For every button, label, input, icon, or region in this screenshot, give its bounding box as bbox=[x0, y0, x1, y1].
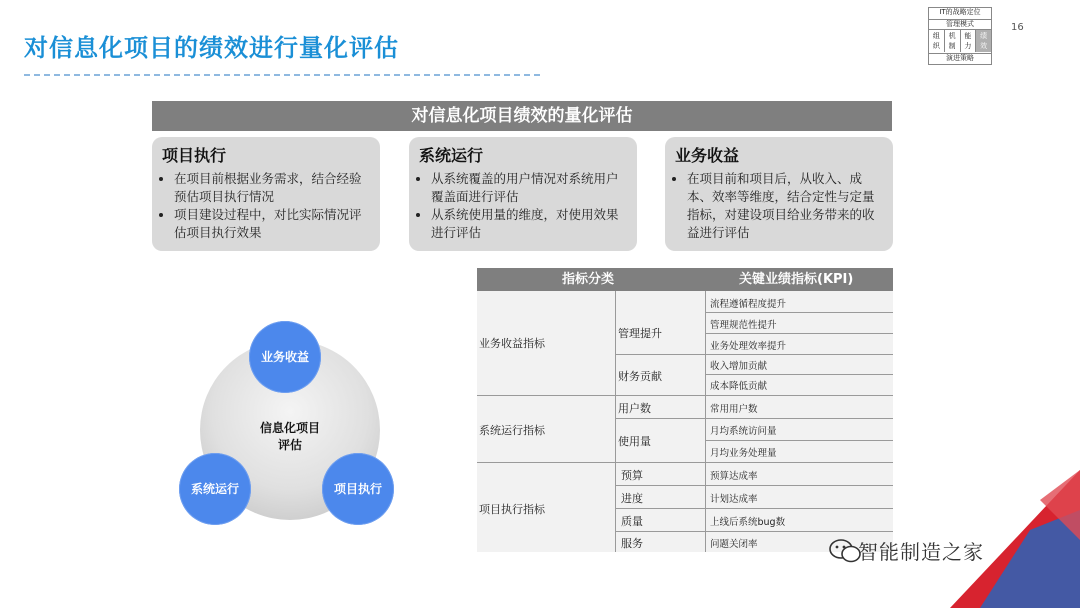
card-bullet: • 从系统使用量的维度，对使用效果进行评估 bbox=[431, 206, 629, 242]
table-divider bbox=[705, 440, 893, 441]
center-label-line: 信息化项目 bbox=[259, 421, 320, 435]
kpi-item: 管理规范性提升 bbox=[710, 320, 777, 331]
mini-nav-top: IT的战略定位 bbox=[929, 8, 991, 20]
kpi-item: 流程遵循程度提升 bbox=[710, 299, 787, 310]
kpi-item: 预算达成率 bbox=[710, 471, 758, 482]
center-label-line: 评估 bbox=[277, 438, 302, 452]
table-divider bbox=[615, 418, 893, 419]
card-bullet: • 项目建设过程中，对比实际情况评估项目执行效果 bbox=[174, 206, 372, 242]
sub-users: 用户数 bbox=[618, 402, 651, 415]
kpi-table bbox=[477, 268, 893, 552]
slide-title: 对信息化项目的绩效进行量化评估 bbox=[24, 34, 399, 62]
node-business-benefit: 业务收益 bbox=[249, 321, 321, 393]
sub-finance: 财务贡献 bbox=[618, 370, 662, 383]
card-title: 业务收益 bbox=[675, 146, 740, 165]
sub-schedule: 进度 bbox=[621, 492, 643, 505]
card-bullet: • 在项目前和项目后，从收入、成本、效率等维度，结合定性与定量指标，对建设项目给业务带来的收益进行评估 bbox=[687, 170, 885, 242]
kpi-item: 常用用户数 bbox=[710, 404, 758, 415]
card-bullet: • 从系统覆盖的用户情况对系统用户覆盖面进行评估 bbox=[431, 170, 629, 206]
kpi-item: 成本降低贡献 bbox=[710, 381, 768, 392]
table-divider bbox=[615, 531, 893, 532]
card-title: 系统运行 bbox=[419, 146, 484, 165]
card-title: 项目执行 bbox=[162, 146, 227, 165]
mini-nav-bottom: 演进策略 bbox=[929, 53, 991, 64]
table-divider bbox=[705, 333, 893, 334]
mini-nav-cell: 能 力 bbox=[961, 30, 977, 52]
kpi-item: 上线后系统bug数 bbox=[710, 517, 786, 528]
table-divider bbox=[615, 508, 893, 509]
mini-nav-cell: 组 织 bbox=[929, 30, 945, 52]
mini-nav-second: 管理模式 bbox=[929, 20, 991, 30]
sub-management: 管理提升 bbox=[618, 327, 662, 340]
header-kpi: 关键业绩指标(KPI) bbox=[739, 272, 854, 287]
mini-nav-cell: 机 制 bbox=[945, 30, 961, 52]
mini-nav-diagram bbox=[928, 7, 992, 65]
group-project: 项目执行指标 bbox=[479, 503, 545, 516]
sub-budget: 预算 bbox=[621, 469, 643, 482]
table-divider bbox=[477, 395, 893, 396]
sub-usage: 使用量 bbox=[618, 435, 651, 448]
sub-quality: 质量 bbox=[621, 515, 643, 528]
mini-nav-cell-active: 绩 效 bbox=[976, 30, 991, 52]
node-project-execution: 项目执行 bbox=[322, 453, 394, 525]
table-divider bbox=[615, 485, 893, 486]
kpi-item: 计划达成率 bbox=[710, 494, 758, 505]
table-divider bbox=[477, 462, 893, 463]
table-divider bbox=[615, 354, 893, 355]
kpi-item: 月均业务处理量 bbox=[710, 448, 777, 459]
group-system: 系统运行指标 bbox=[479, 424, 545, 437]
node-system-operation: 系统运行 bbox=[179, 453, 251, 525]
header-category: 指标分类 bbox=[562, 272, 615, 287]
table-divider bbox=[705, 291, 706, 552]
table-divider bbox=[615, 291, 616, 552]
card-project-execution bbox=[152, 137, 380, 251]
kpi-table-header bbox=[477, 268, 893, 291]
table-divider bbox=[705, 312, 893, 313]
kpi-item: 问题关闭率 bbox=[710, 539, 758, 550]
kpi-item: 收入增加贡献 bbox=[710, 361, 768, 372]
group-business: 业务收益指标 bbox=[479, 337, 545, 350]
watermark-text: 智能制造之家 bbox=[858, 540, 984, 564]
page-number: 16 bbox=[1011, 22, 1024, 33]
sub-service: 服务 bbox=[621, 537, 643, 550]
evaluation-center-label bbox=[230, 420, 350, 454]
card-bullet: • 在项目前根据业务需求，结合经验预估项目执行情况 bbox=[174, 170, 372, 206]
section-banner: 对信息化项目绩效的量化评估 bbox=[152, 101, 892, 131]
table-divider bbox=[705, 374, 893, 375]
kpi-item: 业务处理效率提升 bbox=[710, 341, 787, 352]
kpi-item: 月均系统访问量 bbox=[710, 426, 777, 437]
card-system-operation bbox=[409, 137, 637, 251]
card-business-benefit bbox=[665, 137, 893, 251]
title-divider bbox=[24, 74, 540, 76]
